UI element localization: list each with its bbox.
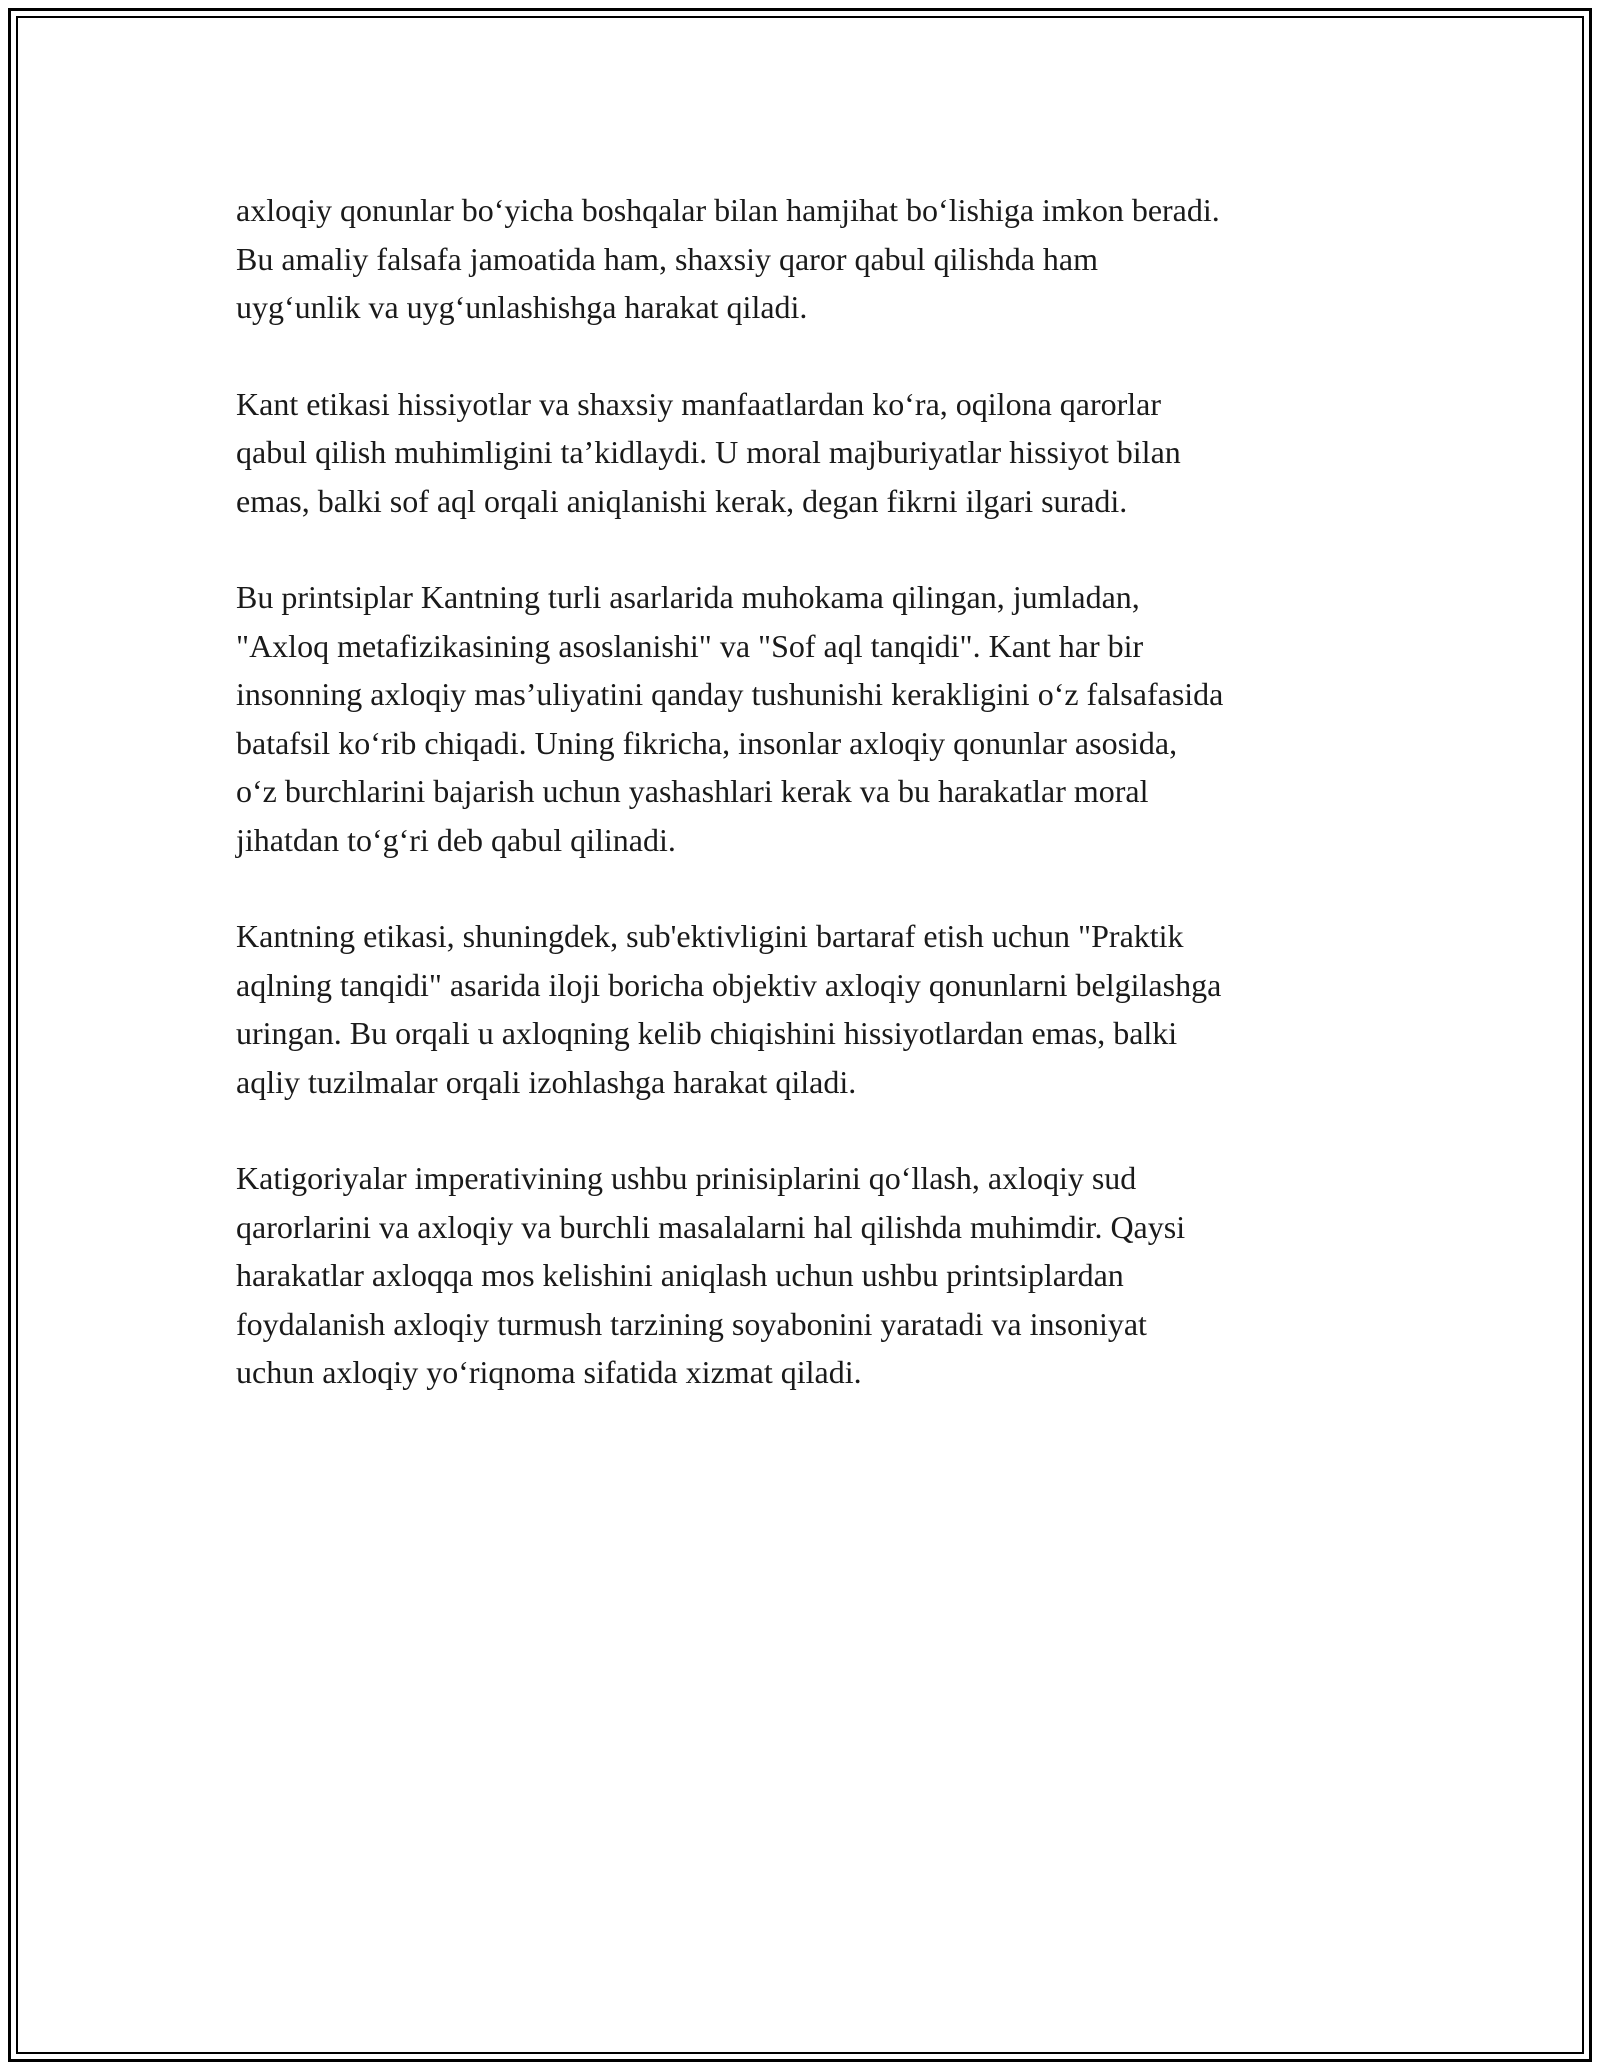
paragraph-1: axloqiy qonunlar bo‘yicha boshqalar bilan hamjihat bo‘lishiga imkon beradi. Bu amaliy falsafa jamoatida ham, shaxsiy qaror qabul qilishda ham uyg‘unlik va uyg‘unlashishga harakat qiladi.	[236, 192, 1220, 325]
document-body	[236, 186, 1376, 1445]
paragraph-3: Bu printsiplar Kantning turli asarlarida muhokama qilingan, jumladan, "Axloq metafizikasining asoslanishi" va "Sof aql tanqidi". Kant har bir insonning axloqiy mas’uliyatini qanday tushunishi kerakligini o‘z falsafasida batafsil ko‘rib chiqadi. Uning fikricha, insonlar axloqiy qonunlar asosida, o‘z burchlarini bajarish uchun yashashlari kerak va bu harakatlar moral jihatdan to‘g‘ri deb qabul qilinadi.	[236, 579, 1224, 858]
paragraph-2: Kant etikasi hissiyotlar va shaxsiy manfaatlardan ko‘ra, oqilona qarorlar qabul qilish muhimligini ta’kidlaydi. U moral majburiyatlar hissiyot bilan emas, balki sof aql orqali aniqlanishi kerak, degan fikrni ilgari suradi.	[236, 385, 1181, 519]
paragraph-5: Katigoriyalar imperativining ushbu prinisiplarini qo‘llash, axloqiy sud qarorlarini va axloqiy va burchli masalalarni hal qilishda muhimdir. Qaysi harakatlar axloqqa mos kelishini aniqlash uchun ushbu printsiplardan foydalanish axloqiy turmush tarzining soyabonini yaratadi va insoniyat uchun axloqiy yo‘riqnoma sifatida xizmat qiladi.	[236, 1160, 1186, 1390]
paragraph-4: Kantning etikasi, shuningdek, sub'ektivligini bartaraf etish uchun "Praktik aqlning tanqidi" asarida iloji boricha objektiv axloqiy qonunlarni belgilashga uringan. Bu orqali u axloqning kelib chiqishini hissiyotlardan emas, balki aqliy tuzilmalar orqali izohlashga harakat qiladi.	[236, 918, 1222, 1100]
